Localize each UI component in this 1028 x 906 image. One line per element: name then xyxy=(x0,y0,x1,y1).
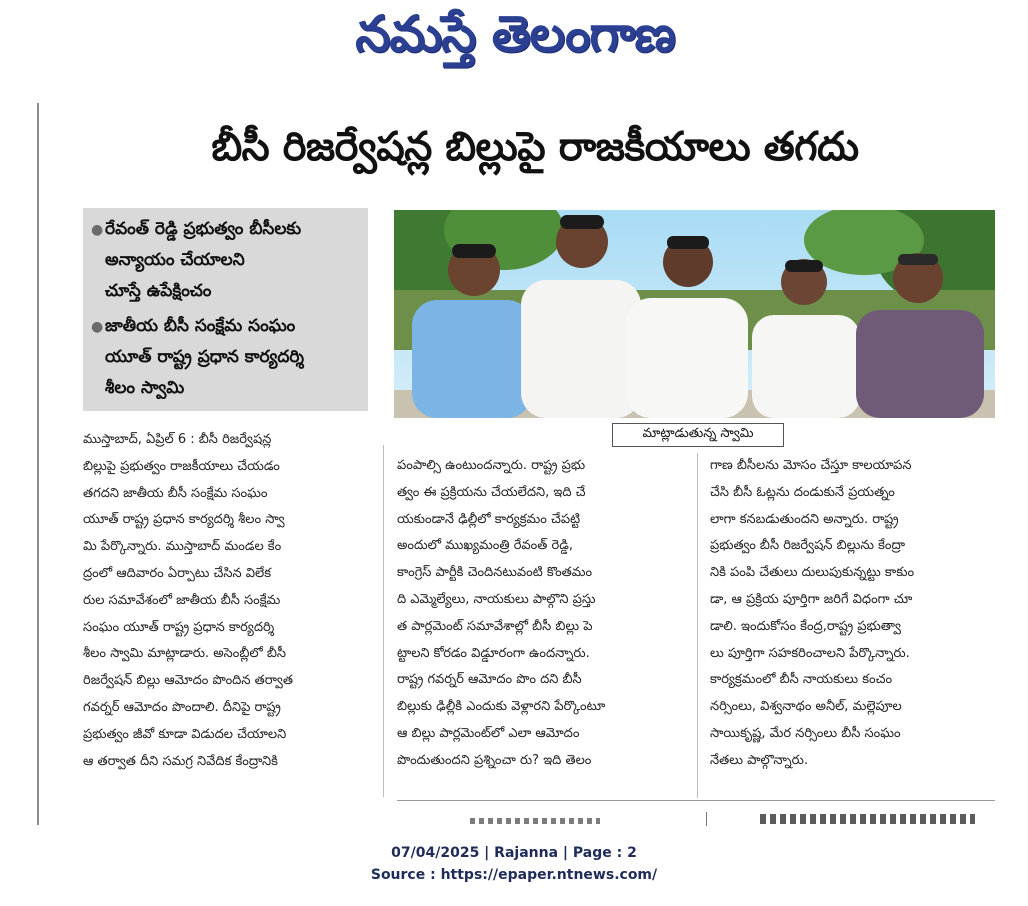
left-column-rule xyxy=(37,103,39,825)
highlight-line: అన్యాయం చేయాలని xyxy=(105,250,245,270)
highlight-item xyxy=(91,311,360,404)
text-line: కార్యక్రమంలో బీసీ నాయకులు కంచం xyxy=(710,672,893,688)
news-photo xyxy=(394,210,995,418)
article-column-2 xyxy=(397,453,677,775)
text-line: కాంగ్రెస్ పార్టీకి చెందినటువంటి కొంతమం xyxy=(397,565,593,581)
column-divider xyxy=(706,812,707,826)
text-line: గవర్నర్ ఆమోదం పొందాలి. దీనిపై రాష్ట్ర xyxy=(83,699,281,715)
text-line: త్వం ఈ ప్రక్రియను చేయలేదని, ఇది చే xyxy=(397,484,586,500)
highlights-box xyxy=(83,208,368,411)
source-link[interactable]: Source : https://epaper.ntnews.com/ xyxy=(370,867,658,883)
text-line: లు పూర్తిగా సహకరించాలని పేర్కొన్నారు. xyxy=(710,645,910,661)
text-line: ముస్తాబాద్, ఏప్రిల్ 6 : బీసీ రిజర్వేషన్ల xyxy=(83,432,272,447)
article-column-3 xyxy=(710,453,995,775)
text-line: ప్రభుత్వం జీవో కూడా విడుదల చేయాలని xyxy=(83,726,287,742)
text-line: బిల్లుకు ఢిల్లీకి ఎందుకు వెళ్లారని పేర్కొంటూ xyxy=(397,699,606,715)
text-line: అందులో ముఖ్యమంత్రి రేవంత్ రెడ్డి, xyxy=(397,538,573,554)
photo-caption: మాట్లాడుతున్న స్వామి xyxy=(612,423,784,447)
text-line: రాష్ట్ర గవర్నర్ ఆమోదం పొం దని బీసీ xyxy=(397,672,582,688)
article-headline: బీసీ రిజర్వేషన్ల బిల్లుపై రాజకీయాలు తగదు xyxy=(211,124,859,170)
text-line: ఆ తర్వాత దీని సమగ్ర నివేదిక కేంద్రానికి xyxy=(83,753,278,769)
clipped-next-article-headline xyxy=(760,814,975,824)
highlight-line: జాతీయ బీసీ సంక్షేమ సంఘం xyxy=(105,316,296,336)
text-line: బిల్లుపై ప్రభుత్వం రాజకీయాలు చేయడం xyxy=(83,458,280,474)
text-line: నికి పంపి చేతులు దులుపుకున్నట్టు కాకుం xyxy=(710,565,915,581)
bullet-icon: ● xyxy=(91,222,104,238)
text-line: నేతలు పాల్గొన్నారు. xyxy=(710,752,808,768)
highlight-line: రేవంత్ రెడ్డి ప్రభుత్వం బీసీలకు xyxy=(105,219,302,239)
article-column-1 xyxy=(83,427,368,775)
text-line: డాలి. ఇందుకోసం కేంద్ర,రాష్ట్ర ప్రభుత్వా xyxy=(710,618,901,634)
text-line: సంఘం యూత్ రాష్ట్ర ప్రధాన కార్యదర్శి xyxy=(83,619,275,635)
text-line: యూత్ రాష్ట్ర ప్రధాన కార్యదర్శి శీలం స్వా xyxy=(83,512,285,528)
text-line: పంపాల్సి ఉంటుందన్నారు. రాష్ట్ర ప్రభు xyxy=(397,458,586,473)
text-line: మి పేర్కొన్నారు. ముస్తాబాద్ మండల కేం xyxy=(83,539,282,555)
text-line: యకుండానే ఢిల్లీలో కార్యక్రమం చేపట్టి xyxy=(397,511,581,527)
text-line: లాగా కనబడుతుందని అన్నారు. రాష్ట్ర xyxy=(710,511,899,527)
text-line: సాయికృష్ణ, మేర నర్సింలు బీసీ సంఘం xyxy=(710,725,901,741)
text-line: రిజర్వేషన్ బిల్లు ఆమోదం పొందిన తర్వాత xyxy=(83,673,293,689)
text-line: చేసి బీసీ ఓట్లను దండుకునే ప్రయత్నం xyxy=(710,484,895,500)
bullet-icon: ● xyxy=(91,319,104,335)
text-line: నర్సింలు, విశ్వనాథం అనీల్, మల్లెపూల xyxy=(710,699,902,715)
text-line: ట్టాలని కోరడం విడ్డూరంగా ఉందన్నారు. xyxy=(397,645,590,661)
text-line: ప్రభుత్వం బీసీ రిజర్వేషన్ బిల్లును కేంద్రా xyxy=(710,538,906,554)
text-line: త పార్లమెంట్ సమావేశాల్లో బీసీ బిల్లు పె xyxy=(397,618,593,634)
column-divider xyxy=(697,453,698,798)
text-line: శీలం స్వామి మాట్లాడారు. అసెంబ్లీలో బీసీ xyxy=(83,646,286,662)
text-line: పొందుతుందని ప్రశ్నించా రు? ఇది తెలం xyxy=(397,752,592,768)
text-line: గాణ బీసీలను మోసం చేస్తూ కాలయాపన xyxy=(710,458,912,473)
text-line: తగదని జాతీయ బీసీ సంక్షేమ సంఘం xyxy=(83,485,268,501)
highlight-line: శీలం స్వామి xyxy=(105,378,185,398)
masthead-title: నమస్తే తెలంగాణ xyxy=(355,4,675,63)
bottom-rule xyxy=(397,800,995,801)
highlight-line: చూస్తే ఉపేక్షించం xyxy=(105,281,212,301)
newspaper-masthead xyxy=(300,4,730,76)
group-photo-illustration xyxy=(394,210,995,418)
text-line: ది ఎమ్మెల్యేలు, నాయకులు పాల్గొని ప్రస్తు xyxy=(397,591,596,607)
text-line: డా, ఆ ప్రక్రియ పూర్తిగా జరిగే విధంగా చూ xyxy=(710,591,913,607)
text-line: ద్రంలో ఆదివారం ఏర్పాటు చేసిన విలేక xyxy=(83,565,272,581)
column-divider xyxy=(383,445,384,797)
highlight-item xyxy=(91,214,360,307)
text-line: ఆ బిల్లు పార్లమెంట్‌లో ఎలా ఆమోదం xyxy=(397,725,580,741)
clip-info: 07/04/2025 | Rajanna | Page : 2 xyxy=(391,845,637,861)
highlight-line: యూత్ రాష్ట్ర ప్రధాన కార్యదర్శి xyxy=(105,347,305,367)
text-line: రుల సమావేశంలో జాతీయ బీసీ సంక్షేమ xyxy=(83,592,281,608)
clipped-next-article-text xyxy=(470,818,600,824)
